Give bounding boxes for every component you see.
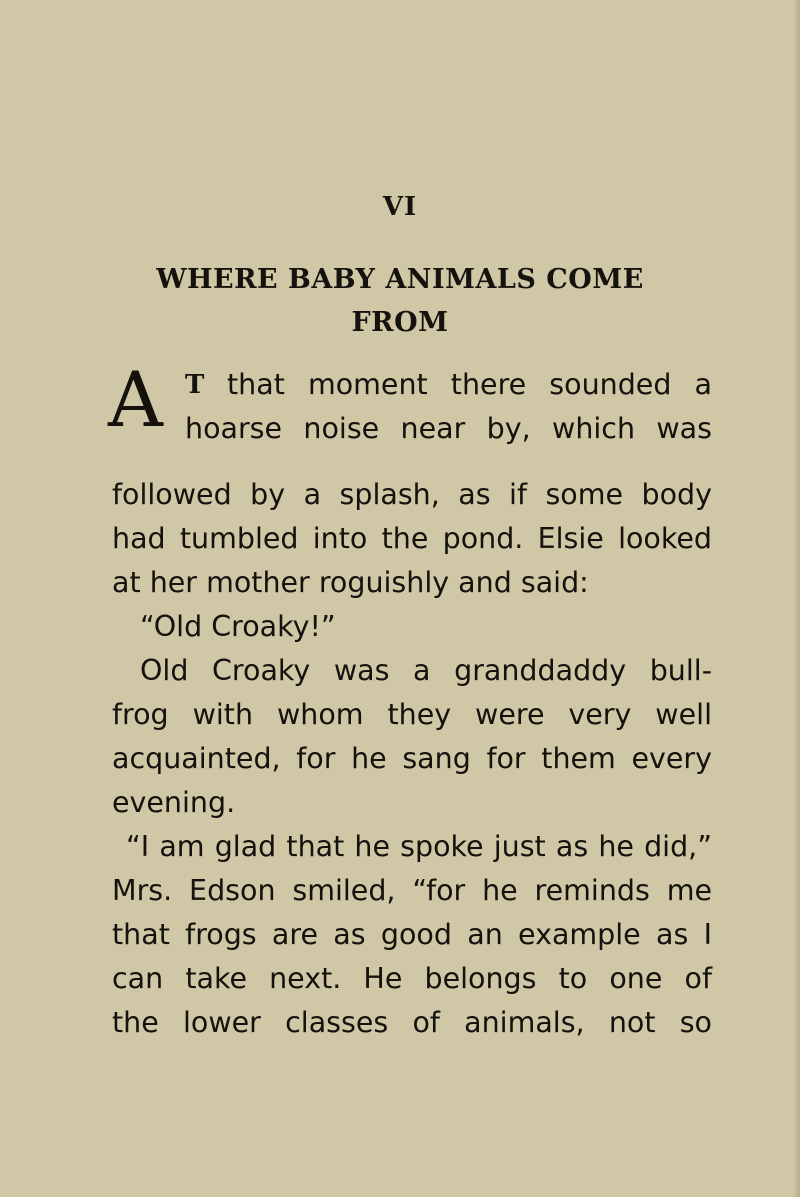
text-line: acquainted, for he sang for them every xyxy=(112,742,712,775)
text-line: frog with whom they were very well xyxy=(112,698,712,731)
drop-cap-continuation: T xyxy=(185,370,205,400)
text-line: “Old Croaky!” xyxy=(140,610,336,643)
text-line: that frogs are as good an example as I xyxy=(112,918,712,951)
text-line: evening. xyxy=(112,786,236,819)
text-line: the lower classes of animals, not so xyxy=(112,1006,712,1039)
text-line: Mrs. Edson smiled, “for he reminds me xyxy=(112,874,712,907)
chapter-number: VI xyxy=(382,192,418,222)
text-line: “I am glad that he spoke just as he did,” xyxy=(126,830,712,863)
text-line: Old Croaky was a granddaddy bull- xyxy=(140,654,712,687)
text-line: that moment there sounded a xyxy=(227,368,712,401)
chapter-title-line-1: WHERE BABY ANIMALS COME xyxy=(156,264,644,295)
text-line: followed by a splash, as if some body xyxy=(112,478,712,511)
text-line: had tumbled into the pond. Elsie looked xyxy=(112,522,712,555)
chapter-title-line-2: FROM xyxy=(351,307,449,338)
drop-cap: A xyxy=(108,355,163,444)
text-line: hoarse noise near by, which was xyxy=(185,412,712,445)
page-edge xyxy=(794,0,800,1197)
text-line: can take next. He belongs to one of xyxy=(112,962,712,995)
text-line: at her mother roguishly and said: xyxy=(112,566,589,599)
